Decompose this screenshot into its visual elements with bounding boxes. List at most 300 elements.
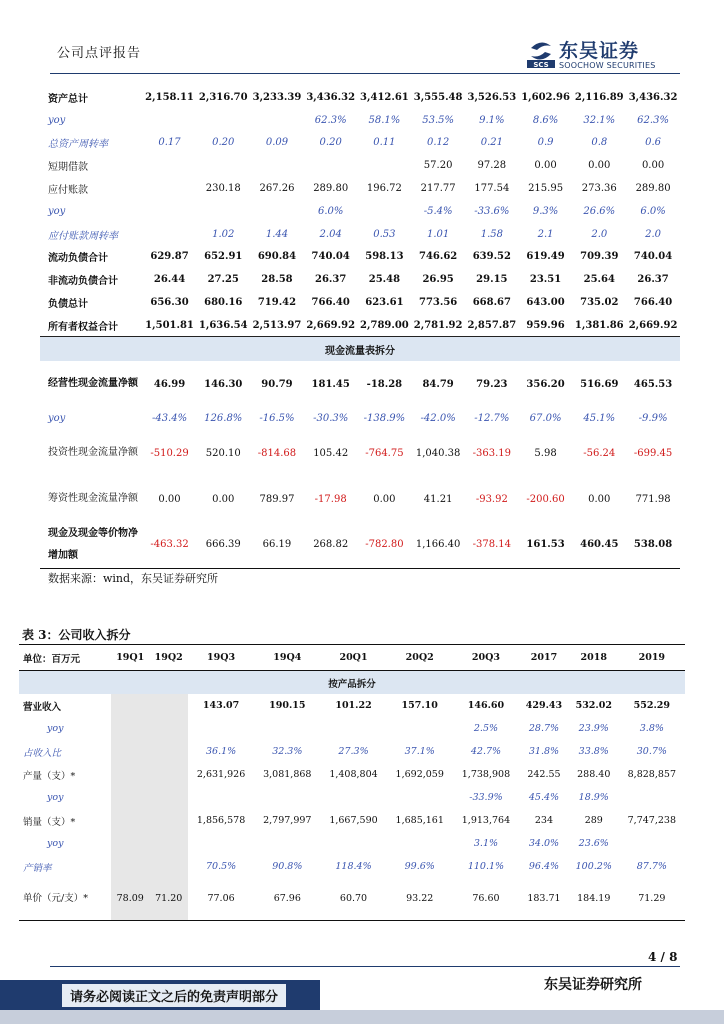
- table-cell: 93.22: [387, 878, 453, 920]
- table-cell: 126.8%: [204, 413, 243, 425]
- table-cell: 740.04: [311, 251, 350, 263]
- table-cell: 8,828,857: [627, 769, 676, 780]
- table-cell: 87.7%: [636, 861, 667, 872]
- table-cell: [304, 154, 358, 177]
- table-cell: 3.1%: [473, 838, 499, 849]
- table-cell: 70.5%: [205, 861, 237, 872]
- table-cell: 60.70: [320, 878, 386, 920]
- table-cell: 2,316.70: [198, 91, 248, 103]
- table-cell: 516.69: [580, 378, 619, 390]
- table-cell: 520.10: [205, 447, 241, 459]
- table-cell: 26.95: [422, 274, 454, 286]
- table-cell: 460.45: [572, 522, 626, 568]
- table-cell: 57.20: [423, 160, 453, 172]
- table-cell: 3,436.32: [628, 91, 678, 103]
- section-title: 按产品拆分: [19, 671, 685, 695]
- table-row: [40, 522, 680, 568]
- row-label: 应付账款: [48, 185, 88, 197]
- table-cell: [149, 740, 187, 763]
- table-cell: 0.17: [158, 137, 181, 149]
- unit-label: 单位：百万元: [19, 645, 111, 671]
- table-cell: 0.00: [588, 493, 611, 505]
- table-cell: 90.79: [261, 378, 293, 390]
- table-cell: 177.54: [474, 183, 510, 195]
- table-row: [40, 200, 680, 223]
- table-cell: [254, 786, 320, 809]
- table-cell: -12.7%: [474, 413, 510, 425]
- table-cell: [387, 786, 453, 809]
- table-cell: 196.72: [366, 183, 402, 195]
- logo-mark-text: SCS: [533, 61, 549, 68]
- disclaimer-text: 请务必阅读正文之后的免责声明部分: [62, 984, 286, 1007]
- footer-band: [0, 1010, 724, 1024]
- section-title: 现金流量表拆分: [40, 337, 680, 362]
- table-cell: -17.98: [314, 493, 347, 505]
- table-cell: 1,685,161: [395, 815, 444, 826]
- table-cell: 25.48: [368, 274, 401, 286]
- table-cell: 288.40: [577, 769, 611, 780]
- table-cell: 2,116.89: [574, 91, 624, 103]
- table-row: [40, 430, 680, 476]
- table-cell: 959.96: [526, 319, 565, 331]
- table-cell: 0.00: [212, 493, 235, 505]
- row-label: 所有者权益合计: [48, 321, 118, 333]
- table-cell: 289.80: [313, 183, 349, 195]
- table-cell: 2,631,926: [196, 769, 246, 780]
- table-cell: 771.98: [635, 493, 671, 505]
- table-cell: 58.1%: [368, 114, 401, 126]
- table-cell: -378.14: [465, 522, 519, 568]
- table-row: [40, 154, 680, 177]
- table-cell: 28.58: [261, 274, 293, 286]
- table-cell: 1,166.40: [411, 522, 465, 568]
- table-cell: 62.3%: [637, 114, 669, 126]
- table-cell: 143.07: [202, 700, 240, 711]
- table-cell: 2.04: [319, 228, 342, 240]
- table-cell: 79.23: [476, 378, 508, 390]
- table-header-row: [19, 645, 685, 671]
- table-cell: 746.62: [418, 251, 458, 263]
- table-cell: 0.6: [645, 137, 662, 149]
- table-cell: 0.12: [426, 137, 450, 149]
- table-cell: -200.60: [526, 493, 565, 505]
- table-cell: [358, 200, 412, 223]
- table-row: [19, 832, 685, 855]
- table-cell: 30.7%: [636, 746, 667, 757]
- table-cell: 740.04: [633, 251, 673, 263]
- table-cell: 656.30: [150, 297, 189, 309]
- table-cell: [196, 109, 250, 132]
- table-cell: 183.71: [519, 878, 569, 920]
- data-source-note: 数据来源：wind，东吴证券研究所: [48, 572, 219, 585]
- table-cell: 1,408,804: [329, 769, 378, 780]
- table-cell: 78.09: [111, 878, 149, 920]
- table-row: [40, 268, 680, 291]
- table-cell: 32.3%: [272, 746, 303, 757]
- row-label: yoy: [47, 838, 64, 849]
- table-cell: 0.00: [373, 493, 396, 505]
- table-cell: [111, 740, 149, 763]
- table-cell: 26.37: [637, 274, 669, 286]
- row-label: 经营性现金流量净额: [48, 378, 138, 390]
- table-cell: 2,158.11: [145, 91, 194, 103]
- table-cell: [111, 786, 149, 809]
- table-cell: 32.1%: [583, 114, 616, 126]
- table-row: [40, 86, 680, 109]
- table-cell: 773.56: [418, 297, 458, 309]
- table-cell: 46.99: [153, 378, 186, 390]
- table-cell: -814.68: [257, 447, 297, 459]
- column-header: 2017: [519, 645, 569, 671]
- table-row: [40, 223, 680, 246]
- table-cell: -42.0%: [420, 413, 456, 425]
- row-label: 资产总计: [48, 93, 88, 105]
- table-cell: 23.6%: [578, 838, 609, 849]
- table-cell: 77.06: [188, 878, 254, 920]
- header-divider: [50, 73, 680, 74]
- table-cell: 90.8%: [272, 861, 303, 872]
- table-cell: 552.29: [633, 700, 670, 711]
- table-cell: 26.6%: [583, 205, 616, 217]
- table-cell: 0.00: [588, 160, 611, 172]
- table-cell: 31.8%: [528, 746, 560, 757]
- table-cell: [250, 200, 304, 223]
- table-cell: [143, 177, 197, 200]
- table-cell: -699.45: [633, 447, 673, 459]
- section-header-row: [40, 337, 680, 362]
- table-cell: 2,669.92: [306, 319, 356, 331]
- column-header: 20Q1: [320, 645, 386, 671]
- table-row: [19, 878, 685, 920]
- table-cell: [619, 786, 685, 809]
- table-cell: 3,526.53: [467, 91, 517, 103]
- footer-divider: [50, 966, 680, 967]
- table-row: [19, 717, 685, 740]
- table-row: [40, 291, 680, 314]
- table-cell: 23.9%: [578, 723, 609, 734]
- table-row: [40, 132, 680, 155]
- table-cell: 26.44: [153, 274, 186, 286]
- table-cell: 643.00: [526, 297, 565, 309]
- table-cell: [143, 154, 197, 177]
- company-logo: [527, 38, 677, 72]
- column-header: 20Q3: [453, 645, 519, 671]
- table-cell: 629.87: [150, 251, 189, 263]
- table-cell: [250, 109, 304, 132]
- table-cell: 1,856,578: [196, 815, 246, 826]
- table-cell: [196, 154, 250, 177]
- table3-title: 表 3：公司收入拆分: [22, 628, 131, 642]
- table-cell: 1,040.38: [415, 447, 461, 459]
- table-cell: 181.45: [311, 378, 350, 390]
- table-cell: 1.44: [265, 228, 289, 240]
- table-cell: 1,692,059: [395, 769, 444, 780]
- row-label: 占收入比: [23, 747, 62, 759]
- table-row: [40, 246, 680, 269]
- table-cell: 0.9: [537, 137, 554, 149]
- table-cell: [196, 200, 250, 223]
- table-cell: 37.1%: [404, 746, 435, 757]
- table-row: [40, 476, 680, 522]
- table-cell: 0.00: [641, 160, 665, 172]
- row-label: yoy: [48, 413, 66, 425]
- table-cell: 0.00: [158, 493, 181, 505]
- table-cell: 0.20: [212, 137, 235, 149]
- table-cell: 2.5%: [473, 723, 499, 734]
- table-cell: -18.28: [366, 378, 403, 390]
- table-cell: 1,667,590: [329, 815, 378, 826]
- table-cell: 242.55: [527, 769, 561, 780]
- table-cell: 3,436.32: [306, 91, 356, 103]
- column-header: 2019: [619, 645, 685, 671]
- row-label: 销量（支）*: [23, 816, 76, 828]
- table-cell: 101.22: [335, 700, 372, 711]
- table-cell: 230.18: [205, 183, 241, 195]
- table-cell: 105.42: [313, 447, 349, 459]
- row-label: 营业收入: [23, 701, 62, 713]
- table-cell: [387, 717, 453, 740]
- table-cell: 67.96: [254, 878, 320, 920]
- table-cell: 652.91: [204, 251, 243, 263]
- row-label: 应付账款周转率: [48, 230, 118, 242]
- table-cell: 1,738,908: [461, 769, 511, 780]
- table-cell: -33.9%: [469, 792, 503, 803]
- table-cell: 5.98: [534, 447, 557, 459]
- table-cell: 2,669.92: [628, 319, 678, 331]
- balance-cashflow-table: [40, 86, 680, 569]
- table-cell: [149, 717, 187, 740]
- table-cell: 71.29: [619, 878, 685, 920]
- table-cell: -764.75: [365, 447, 404, 459]
- table-cell: 9.1%: [479, 114, 505, 126]
- table-cell: 623.61: [365, 297, 404, 309]
- row-label: 投资性现金流量净额: [48, 447, 138, 459]
- table-cell: 190.15: [269, 700, 306, 711]
- table-cell: 66.19: [250, 522, 304, 568]
- table-cell: 2,797,997: [263, 815, 312, 826]
- table-cell: [149, 832, 187, 855]
- table-cell: 146.60: [467, 700, 505, 711]
- table-cell: 97.28: [477, 160, 507, 172]
- row-label: 非流动负债合计: [48, 276, 118, 288]
- table-cell: 0.21: [480, 137, 503, 149]
- table-cell: [387, 832, 453, 855]
- table-cell: -16.5%: [259, 413, 295, 425]
- table-cell: 598.13: [365, 251, 404, 263]
- table-cell: [149, 809, 187, 832]
- table-cell: 26.37: [315, 274, 347, 286]
- table-cell: 273.36: [581, 183, 617, 195]
- table-cell: -93.92: [475, 493, 508, 505]
- table-cell: [320, 786, 386, 809]
- table-row: [40, 177, 680, 200]
- table-cell: 0.11: [373, 137, 396, 149]
- table-cell: 161.53: [519, 522, 573, 568]
- table-cell: 3,233.39: [252, 91, 302, 103]
- table-cell: -5.4%: [423, 205, 453, 217]
- table-cell: 2.0: [645, 228, 662, 240]
- column-header: 19Q2: [149, 645, 187, 671]
- row-label: yoy: [47, 723, 64, 734]
- table-cell: 0.53: [373, 228, 396, 240]
- table-cell: 2,781.92: [413, 319, 463, 331]
- table-cell: 2,513.97: [252, 319, 302, 331]
- row-label: 现金及现金等价物净增加额: [40, 522, 143, 568]
- table-cell: -33.6%: [474, 205, 510, 217]
- row-label: yoy: [48, 205, 66, 217]
- table-cell: [111, 832, 149, 855]
- table-cell: 41.21: [423, 493, 453, 505]
- table-cell: [320, 717, 386, 740]
- table-cell: 465.53: [633, 378, 673, 390]
- table-cell: 27.25: [207, 274, 239, 286]
- table-cell: 0.20: [319, 137, 342, 149]
- table-cell: [254, 717, 320, 740]
- table-cell: 217.77: [420, 183, 456, 195]
- table-row: [19, 740, 685, 763]
- table-cell: 680.16: [204, 297, 243, 309]
- table-row: [40, 109, 680, 132]
- table-cell: 99.6%: [404, 861, 435, 872]
- table-cell: 18.9%: [578, 792, 609, 803]
- table-cell: 33.8%: [578, 746, 609, 757]
- table-cell: 157.10: [401, 700, 438, 711]
- table-cell: 184.19: [569, 878, 619, 920]
- table-row: [19, 809, 685, 832]
- table-row: [19, 786, 685, 809]
- table-cell: [149, 763, 187, 786]
- table-cell: [111, 694, 149, 717]
- table-cell: 7,747,238: [627, 815, 676, 826]
- table-cell: 789.97: [259, 493, 295, 505]
- table-cell: 619.49: [526, 251, 565, 263]
- table-cell: [143, 223, 197, 246]
- table-cell: 45.4%: [528, 792, 560, 803]
- table-cell: 1,636.54: [198, 319, 248, 331]
- table-cell: 3,412.61: [360, 91, 409, 103]
- table-row: [40, 361, 680, 407]
- row-label: 单价（元/支）*: [19, 878, 111, 920]
- section-header-row: [19, 671, 685, 695]
- table-cell: 289.80: [635, 183, 671, 195]
- table-cell: 84.79: [422, 378, 454, 390]
- table-cell: 6.0%: [640, 205, 666, 217]
- table-cell: 71.20: [149, 878, 187, 920]
- table-cell: 2,857.87: [467, 319, 517, 331]
- table-cell: [111, 855, 149, 878]
- table-cell: 27.3%: [338, 746, 369, 757]
- table-cell: [111, 809, 149, 832]
- table-cell: 25.64: [583, 274, 615, 286]
- table-row: [19, 694, 685, 717]
- table-cell: 23.51: [529, 274, 562, 286]
- table-cell: 62.3%: [314, 114, 347, 126]
- table-cell: 96.4%: [528, 861, 560, 872]
- table-cell: -782.80: [358, 522, 412, 568]
- table-cell: 0.8: [591, 137, 608, 149]
- column-header: 2018: [569, 645, 619, 671]
- table-cell: [188, 832, 254, 855]
- table-cell: -363.19: [472, 447, 512, 459]
- table-cell: 1.02: [212, 228, 235, 240]
- table-cell: 1,913,764: [461, 815, 511, 826]
- table-cell: 2.0: [591, 228, 608, 240]
- column-header: 19Q4: [254, 645, 320, 671]
- table-cell: 3,555.48: [413, 91, 463, 103]
- row-label: 产量（支）*: [23, 770, 76, 782]
- row-label: yoy: [47, 792, 64, 803]
- table-cell: -9.9%: [638, 413, 668, 425]
- table-cell: 118.4%: [335, 861, 372, 872]
- row-label: 流动负债合计: [48, 253, 108, 265]
- table-cell: 639.52: [472, 251, 511, 263]
- table-cell: 8.6%: [532, 114, 559, 126]
- table-cell: 234: [534, 815, 554, 826]
- column-header: 19Q1: [111, 645, 149, 671]
- revenue-breakdown-table: [19, 644, 685, 921]
- table-cell: 6.0%: [317, 205, 344, 217]
- table-cell: 42.7%: [470, 746, 502, 757]
- table-cell: [320, 832, 386, 855]
- table-cell: 76.60: [453, 878, 519, 920]
- table-cell: 719.42: [257, 297, 297, 309]
- table-row: [40, 314, 680, 337]
- table-cell: 1.01: [426, 228, 450, 240]
- table-cell: 53.5%: [422, 114, 455, 126]
- table-cell: 3.8%: [639, 723, 664, 734]
- table-cell: 67.0%: [529, 413, 562, 425]
- footer-firm-name: 东吴证券研究所: [544, 977, 642, 993]
- column-header: 19Q3: [188, 645, 254, 671]
- table-cell: -463.32: [143, 522, 197, 568]
- logo-english-name: SOOCHOW SECURITIES: [559, 61, 656, 70]
- table-cell: [143, 109, 197, 132]
- table-cell: 45.1%: [583, 413, 616, 425]
- table-cell: 146.30: [204, 378, 243, 390]
- table-cell: 668.67: [472, 297, 511, 309]
- report-type-title: 公司点评报告: [57, 46, 142, 61]
- logo-chinese-name: 东吴证券: [559, 40, 640, 62]
- table-cell: [358, 154, 412, 177]
- table-cell: [188, 786, 254, 809]
- table-cell: 709.39: [580, 251, 619, 263]
- row-label: yoy: [48, 114, 66, 126]
- table-row: [19, 855, 685, 878]
- table-cell: 735.02: [580, 297, 619, 309]
- table-cell: [254, 832, 320, 855]
- table-cell: [111, 717, 149, 740]
- table-cell: [143, 200, 197, 223]
- table-cell: 28.7%: [528, 723, 560, 734]
- table-cell: 1,381.86: [574, 319, 624, 331]
- table-cell: 29.15: [476, 274, 508, 286]
- table-cell: 429.43: [525, 700, 563, 711]
- table-cell: 356.20: [526, 378, 565, 390]
- table-cell: 9.3%: [532, 205, 559, 217]
- table-cell: [250, 154, 304, 177]
- table-cell: 100.2%: [575, 861, 612, 872]
- table-row: [40, 407, 680, 430]
- table-cell: 1,501.81: [145, 319, 194, 331]
- row-label: 负债总计: [48, 299, 88, 311]
- table-cell: [111, 763, 149, 786]
- table-cell: 215.95: [528, 183, 564, 195]
- table-cell: 268.82: [304, 522, 358, 568]
- table-cell: -138.9%: [363, 413, 406, 425]
- table-cell: 267.26: [259, 183, 295, 195]
- table-row: [19, 763, 685, 786]
- table-cell: 34.0%: [528, 838, 560, 849]
